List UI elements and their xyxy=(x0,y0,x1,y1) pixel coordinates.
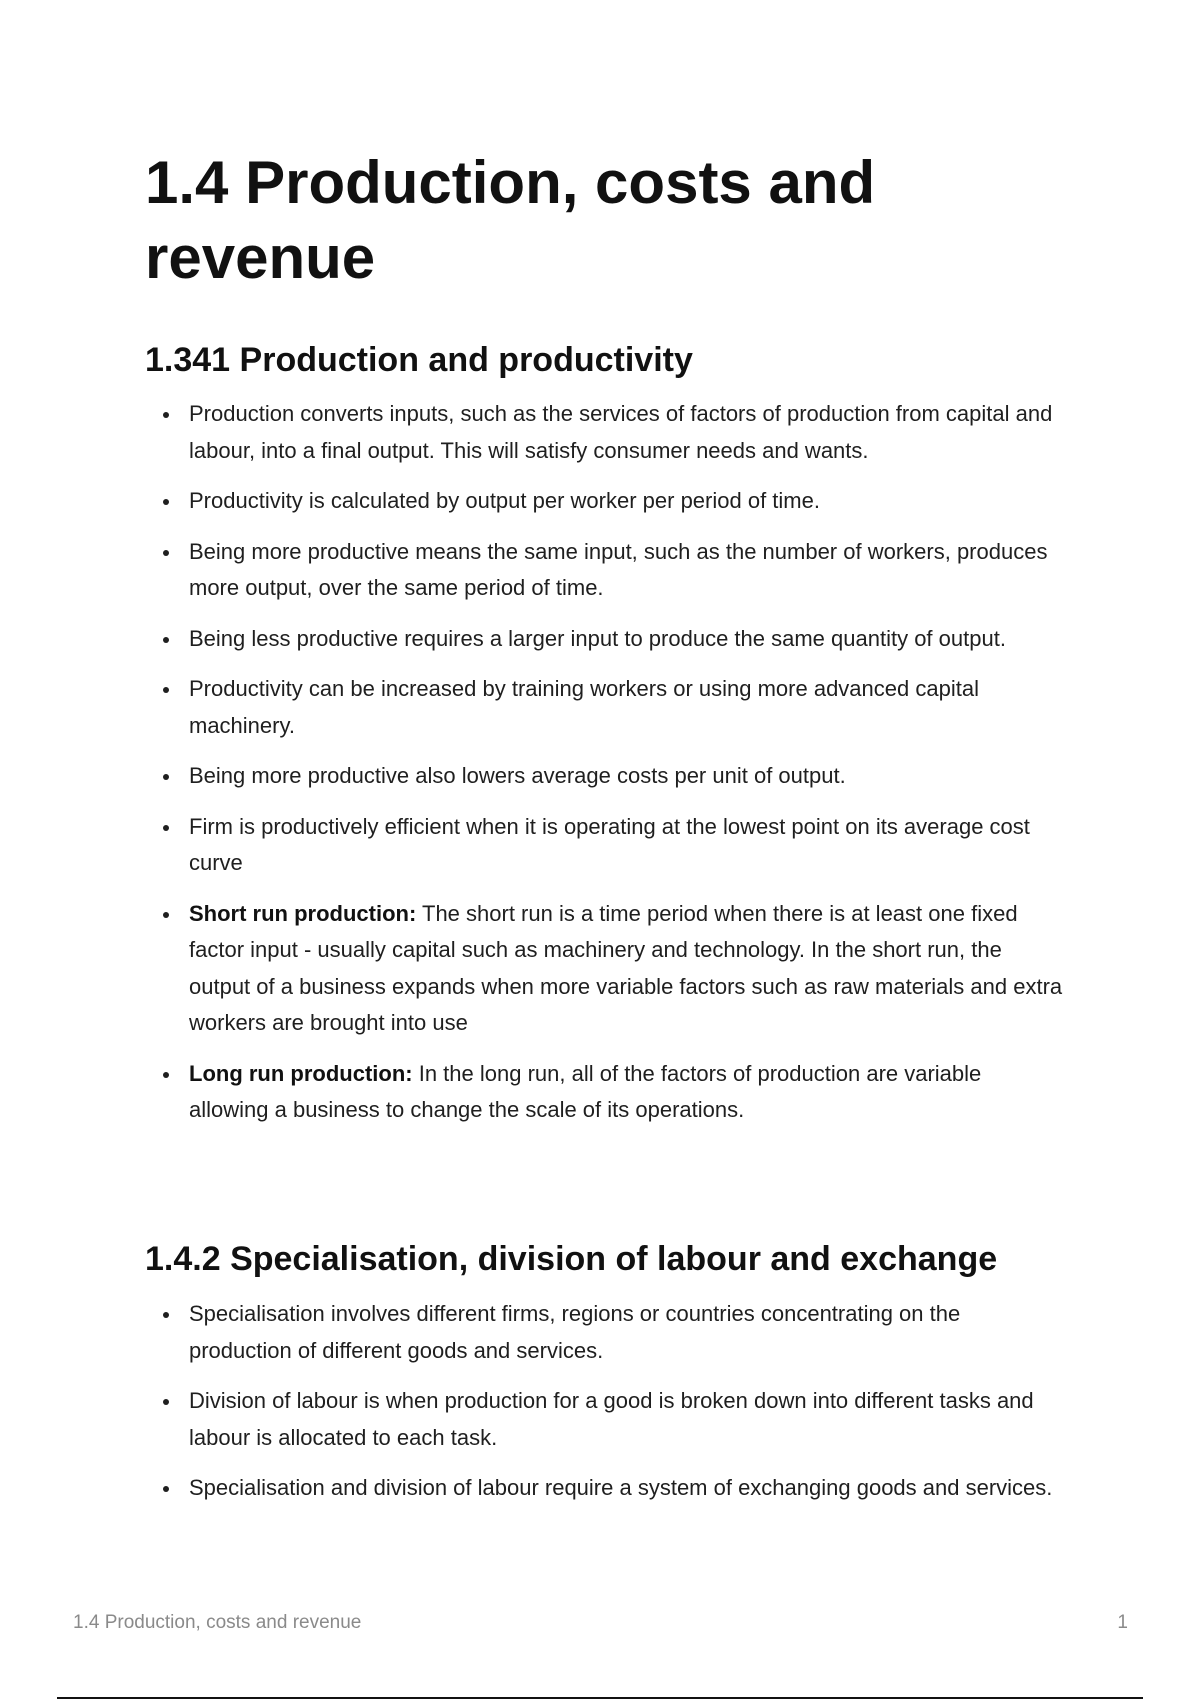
list-item xyxy=(145,1296,1065,1369)
section-heading-specialisation: 1.4.2 Specialisation, division of labour and exchange xyxy=(145,1240,998,1278)
list-item xyxy=(145,483,1065,520)
list-item xyxy=(145,896,1065,1042)
bullet-text: Being more productive means the same input, such as the number of workers, produces more output, over the same period of time. xyxy=(189,538,1048,600)
bullet-list-production-productivity xyxy=(145,396,1065,1143)
list-item xyxy=(145,1470,1065,1507)
list-item xyxy=(145,809,1065,882)
footer-page-number: 1 xyxy=(1117,1612,1128,1633)
section-heading-production-productivity: 1.341 Production and productivity xyxy=(145,341,693,379)
bullet-lead-term: Short run production: xyxy=(189,900,417,926)
list-item xyxy=(145,671,1065,744)
bullet-text: In the long run, all of the factors of production are variable allowing a business to change the scale of its operations. xyxy=(189,1060,982,1122)
bullet-text: Specialisation and division of labour require a system of exchanging goods and services. xyxy=(189,1475,1053,1500)
bullet-text: The short run is a time period when there is at least one fixed factor input - usually capital such as machinery and technology. In the short run, the output of a business expands when more variable factors such as raw materials and extra workers are brought into use xyxy=(189,900,1063,1035)
bullet-text: Specialisation involves different firms, regions or countries concentrating on the production of different goods and services. xyxy=(189,1301,961,1363)
bullet-text: Production converts inputs, such as the services of factors of production from capital and labour, into a final output. This will satisfy consumer needs and wants. xyxy=(189,401,1053,463)
bullet-list-specialisation xyxy=(145,1296,1065,1521)
list-item xyxy=(145,534,1065,607)
list-item xyxy=(145,758,1065,795)
list-item xyxy=(145,1383,1065,1456)
bullet-text: Productivity can be increased by training workers or using more advanced capital machinery. xyxy=(189,676,979,738)
bullet-lead-term: Long run production: xyxy=(189,1060,413,1086)
bullet-text: Being less productive requires a larger input to produce the same quantity of output. xyxy=(189,625,1006,651)
bullet-text: Firm is productively efficient when it is operating at the lowest point on its average cost curve xyxy=(189,813,1030,875)
footer-document-title: 1.4 Production, costs and revenue xyxy=(73,1612,362,1633)
list-item xyxy=(145,396,1065,469)
bullet-text: Division of labour is when production for a good is broken down into different tasks and labour is allocated to each task. xyxy=(189,1388,1034,1450)
bullet-text: Being more productive also lowers average costs per unit of output. xyxy=(189,763,846,788)
page-title: 1.4 Production, costs and revenue xyxy=(145,149,876,291)
list-item xyxy=(145,621,1065,658)
list-item xyxy=(145,1056,1065,1129)
bullet-text: Productivity is calculated by output per worker per period of time. xyxy=(189,488,820,513)
footer-divider xyxy=(57,1697,1143,1699)
